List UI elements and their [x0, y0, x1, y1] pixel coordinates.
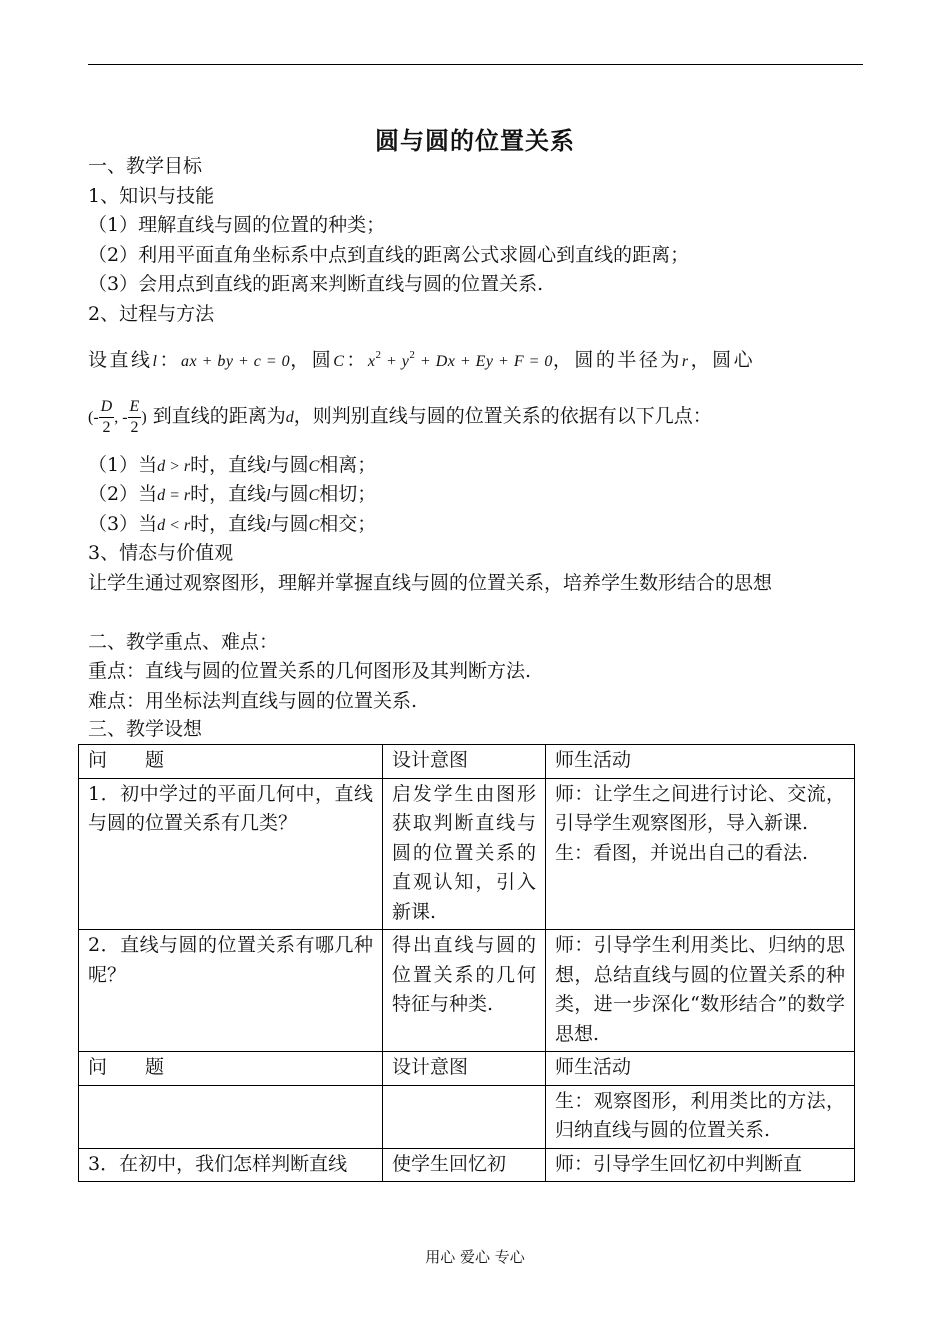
table-cell: 使学生回忆初: [383, 1148, 546, 1182]
section-heading-keypoints: 二、教学重点、难点：: [88, 631, 279, 653]
table-cell: 师：引导学生回忆初中判断直: [546, 1148, 855, 1182]
circle-equation: $x^2 + y^2 + Dx + Ey + F = 0$: [367, 349, 553, 370]
table-row: [79, 930, 855, 1052]
table-cell: 师：让学生之间进行讨论、交流，引导学生观察图形，导入新课. 生：看图，并说出自己的看法.: [546, 778, 855, 930]
table-row: [79, 1085, 855, 1148]
table-cell: 1．初中学过的平面几何中，直线与圆的位置关系有几类？: [79, 778, 383, 930]
values-text: 让学生通过观察图形，理解并掌握直线与圆的位置关系，培养学生数形结合的思想: [88, 572, 773, 594]
section-heading-goals: 一、教学目标: [88, 155, 203, 177]
table-row: [79, 778, 855, 930]
fraction-D-over-2: $\frac{D}{2}$: [100, 397, 113, 436]
key-point: 重点：直线与圆的位置关系的几何图形及其判断方法.: [88, 660, 532, 682]
page-title: 圆与圆的位置关系: [375, 126, 575, 155]
case-item: （3）当d < r时，直线l与圆C相交；: [88, 513, 377, 535]
fraction-E-over-2: $\frac{E}{2}$: [129, 397, 140, 436]
case-item: （1）当d > r时，直线l与圆C相离；: [88, 454, 377, 476]
table-cell: [383, 1085, 546, 1148]
table-cell: [79, 1085, 383, 1148]
knowledge-item: （2）利用平面直角坐标系中点到直线的距离公式求圆心到直线的距离；: [88, 244, 690, 266]
table-cell: 3．在初中，我们怎样判断直线: [79, 1148, 383, 1182]
section-heading-design: 三、教学设想: [88, 718, 203, 740]
table-cell: 得出直线与圆的位置关系的几何特征与种类.: [383, 930, 546, 1052]
header-cell: 师生活动: [546, 745, 855, 779]
subheading-process: 2、过程与方法: [88, 303, 215, 325]
table-cell: 生：观察图形，利用类比的方法，归纳直线与圆的位置关系.: [546, 1085, 855, 1148]
subheading-values: 3、情态与价值观: [88, 542, 234, 564]
table-header-row: [79, 1052, 855, 1086]
header-cell: 问 题: [79, 1052, 383, 1086]
difficult-point: 难点：用坐标法判直线与圆的位置关系.: [88, 690, 418, 712]
center-distance-paragraph: (- $\frac{D}{2}$ , - $\frac{E}{2}$ ) 到直线的距离为d，则判别直线与圆的位置关系的依据有以下几点：: [88, 397, 712, 436]
header-cell: 问 题: [79, 745, 383, 779]
header-cell: 设计意图: [383, 745, 546, 779]
line-equation-paragraph: 设直线l：ax + by + c = 0，圆C：$x^2 + y^2 + Dx + Ey + F = 0$，圆的半径为r，圆心: [88, 349, 756, 371]
knowledge-item: （1）理解直线与圆的位置的种类；: [88, 214, 386, 236]
table-header-row: [79, 745, 855, 779]
table-row: [79, 1148, 855, 1182]
header-cell: 师生活动: [546, 1052, 855, 1086]
case-item: （2）当d = r时，直线l与圆C相切；: [88, 483, 377, 505]
table-cell: 师：引导学生利用类比、归纳的思想，总结直线与圆的位置关系的种类，进一步深化“数形结合”的数学思想.: [546, 930, 855, 1052]
table-cell: 启发学生由图形获取判断直线与圆的位置关系的直观认知，引入新课.: [383, 778, 546, 930]
header-cell: 设计意图: [383, 1052, 546, 1086]
teaching-plan-table: [78, 744, 855, 1182]
top-rule: [88, 64, 863, 65]
var-d: d: [285, 409, 294, 426]
knowledge-item: （3）会用点到直线的距离来判断直线与圆的位置关系.: [88, 273, 544, 295]
var-l: l: [152, 353, 160, 370]
line-equation: ax + by + c = 0: [180, 353, 291, 370]
page-footer: 用心 爱心 专心: [425, 1248, 525, 1266]
var-r: r: [681, 353, 691, 370]
subheading-knowledge: 1、知识与技能: [88, 185, 215, 207]
var-C: C: [333, 353, 347, 370]
table-cell: 2．直线与圆的位置关系有哪几种呢？: [79, 930, 383, 1052]
